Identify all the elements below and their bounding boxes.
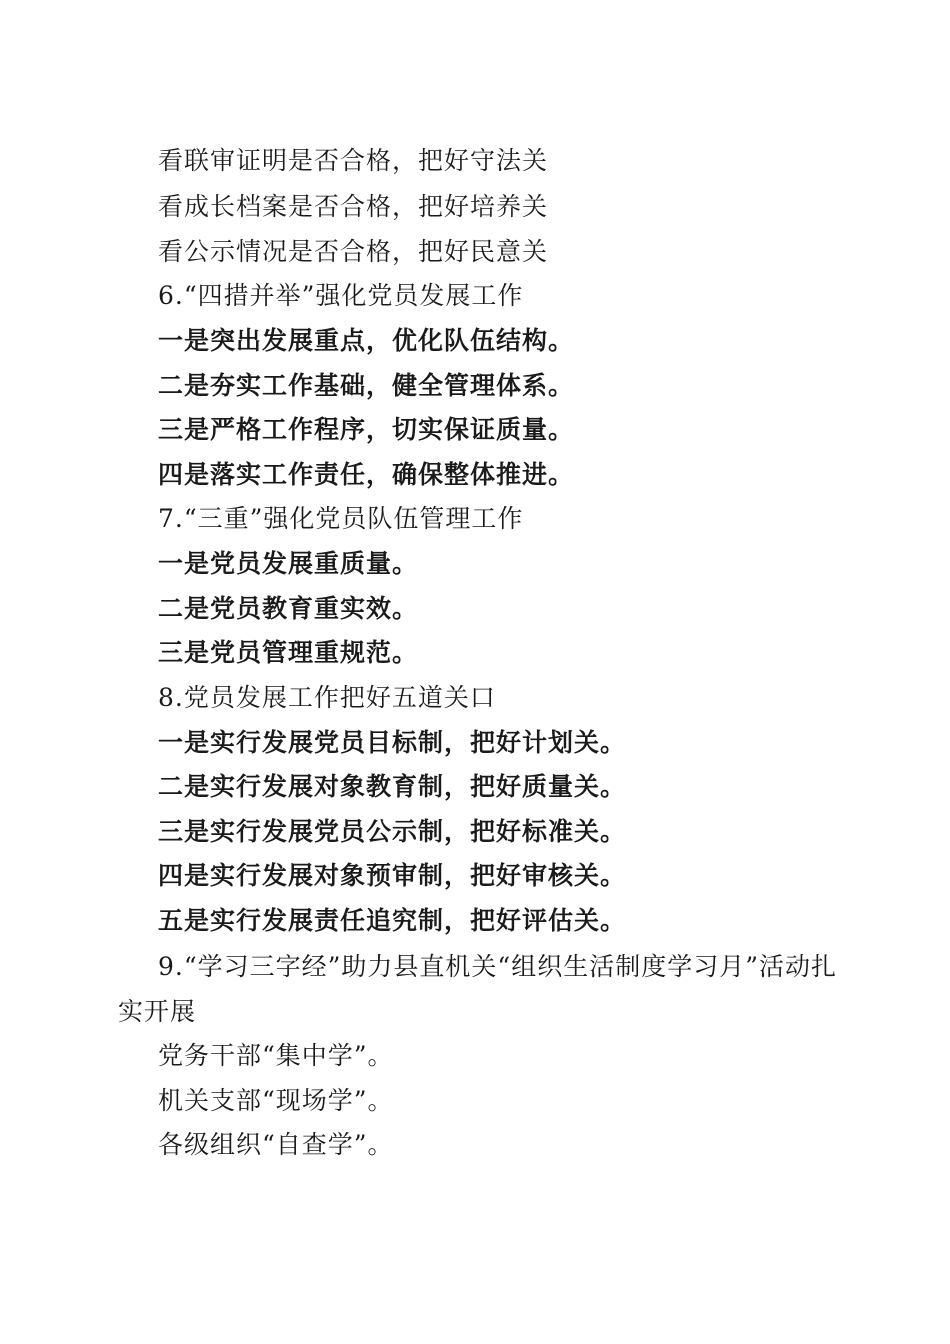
- list-item: 二是夯实工作基础，健全管理体系。: [158, 371, 575, 400]
- section-heading: 8.党员发展工作把好五道关口: [158, 683, 496, 712]
- list-item: 看成长档案是否合格，把好培养关: [158, 192, 549, 221]
- list-item: 四是落实工作责任，确保整体推进。: [158, 460, 575, 489]
- list-item: 看公示情况是否合格，把好民意关: [158, 237, 549, 266]
- list-item: 一是党员发展重质量。: [158, 549, 419, 578]
- list-item: 党务干部“集中学”。: [158, 1041, 394, 1070]
- list-item: 三是实行发展党员公示制，把好标准关。: [158, 817, 627, 846]
- list-item: 机关支部“现场学”。: [158, 1086, 394, 1115]
- section-heading: 6.“四措并举”强化党员发展工作: [158, 281, 524, 310]
- list-item: 三是党员管理重规范。: [158, 638, 419, 667]
- list-item: 看联审证明是否合格，把好守法关: [158, 146, 549, 175]
- list-item: 二是党员教育重实效。: [158, 594, 419, 623]
- list-item: 二是实行发展对象教育制，把好质量关。: [158, 772, 627, 801]
- list-item: 三是严格工作程序，切实保证质量。: [158, 415, 575, 444]
- list-item: 五是实行发展责任追究制，把好评估关。: [158, 906, 627, 935]
- list-item: 一是突出发展重点，优化队伍结构。: [158, 326, 575, 355]
- section-heading: 7.“三重”强化党员队伍管理工作: [158, 504, 524, 533]
- list-item: 四是实行发展对象预审制，把好审核关。: [158, 861, 627, 890]
- list-item: 一是实行发展党员目标制，把好计划关。: [158, 728, 627, 757]
- section-heading: 9.“学习三字经”助力县直机关“组织生活制度学习月”活动扎实开展: [118, 952, 837, 1026]
- list-item: 各级组织“自查学”。: [158, 1130, 394, 1159]
